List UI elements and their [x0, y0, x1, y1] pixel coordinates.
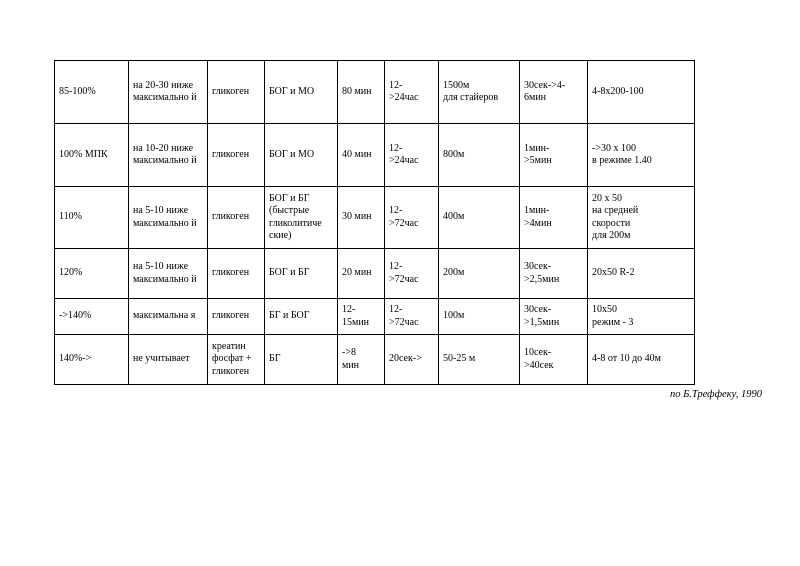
table-row [55, 335, 695, 385]
table-cell: 20х50 R-2 [588, 249, 695, 299]
table-cell: 100м [439, 299, 520, 335]
table-cell: 120% [55, 249, 129, 299]
table-cell: на 10-20 ниже максимально й [129, 124, 208, 187]
table-body [55, 61, 695, 385]
table-cell: 30сек->4- 6мин [520, 61, 588, 124]
table-cell: 30сек- >2,5мин [520, 249, 588, 299]
table-cell: БГ [265, 335, 338, 385]
table-cell: 12- >72час [385, 187, 439, 249]
table-cell: 400м [439, 187, 520, 249]
table-cell: 30сек- >1,5мин [520, 299, 588, 335]
table-row [55, 124, 695, 187]
table-cell: ->140% [55, 299, 129, 335]
table-cell: 12- 15мин [338, 299, 385, 335]
table-cell: гликоген [208, 61, 265, 124]
table-cell: на 20-30 ниже максимально й [129, 61, 208, 124]
table-cell: креатин фосфат + гликоген [208, 335, 265, 385]
table-cell: 12- >72час [385, 249, 439, 299]
table-cell: 20сек-> [385, 335, 439, 385]
table-cell: 1500м для стайеров [439, 61, 520, 124]
table-cell: ->30 х 100 в режиме 1.40 [588, 124, 695, 187]
table-cell: 12- >72час [385, 299, 439, 335]
table-cell: 12- >24час [385, 61, 439, 124]
table-cell: 1мин- >5мин [520, 124, 588, 187]
table-cell: БОГ и БГ (быстрые гликолитиче ские) [265, 187, 338, 249]
table-row [55, 187, 695, 249]
table-cell: на 5-10 ниже максимально й [129, 249, 208, 299]
table-cell: 100% МПК [55, 124, 129, 187]
table-row [55, 299, 695, 335]
table-cell: 140%-> [55, 335, 129, 385]
table-cell: БОГ и МО [265, 61, 338, 124]
table-cell: 85-100% [55, 61, 129, 124]
table-cell: БОГ и БГ [265, 249, 338, 299]
table-cell: 10сек- >40сек [520, 335, 588, 385]
table-cell: гликоген [208, 187, 265, 249]
training-zones-table [54, 60, 695, 385]
table-cell: 30 мин [338, 187, 385, 249]
table-row [55, 61, 695, 124]
source-caption: по Б.Треффеку, 1990 [669, 389, 762, 400]
table-cell: БГ и БОГ [265, 299, 338, 335]
table-cell: 4-8х200-100 [588, 61, 695, 124]
table-cell: 40 мин [338, 124, 385, 187]
table-cell: максимальна я [129, 299, 208, 335]
table-cell: гликоген [208, 299, 265, 335]
table-cell: 80 мин [338, 61, 385, 124]
table-cell: 10х50 режим - 3 [588, 299, 695, 335]
table-cell: 110% [55, 187, 129, 249]
table-cell: 200м [439, 249, 520, 299]
table-cell: 20 мин [338, 249, 385, 299]
table-cell: БОГ и МО [265, 124, 338, 187]
table-cell: не учитывает [129, 335, 208, 385]
table-cell: на 5-10 ниже максимально й [129, 187, 208, 249]
table-cell: 12- >24час [385, 124, 439, 187]
table-cell: 800м [439, 124, 520, 187]
table-cell: 50-25 м [439, 335, 520, 385]
table-cell: 4-8 от 10 до 40м [588, 335, 695, 385]
table-cell: ->8 мин [338, 335, 385, 385]
table-cell: 1мин- >4мин [520, 187, 588, 249]
table-cell: гликоген [208, 249, 265, 299]
table-row [55, 249, 695, 299]
table-cell: гликоген [208, 124, 265, 187]
table-cell: 20 х 50 на средней скорости для 200м [588, 187, 695, 249]
